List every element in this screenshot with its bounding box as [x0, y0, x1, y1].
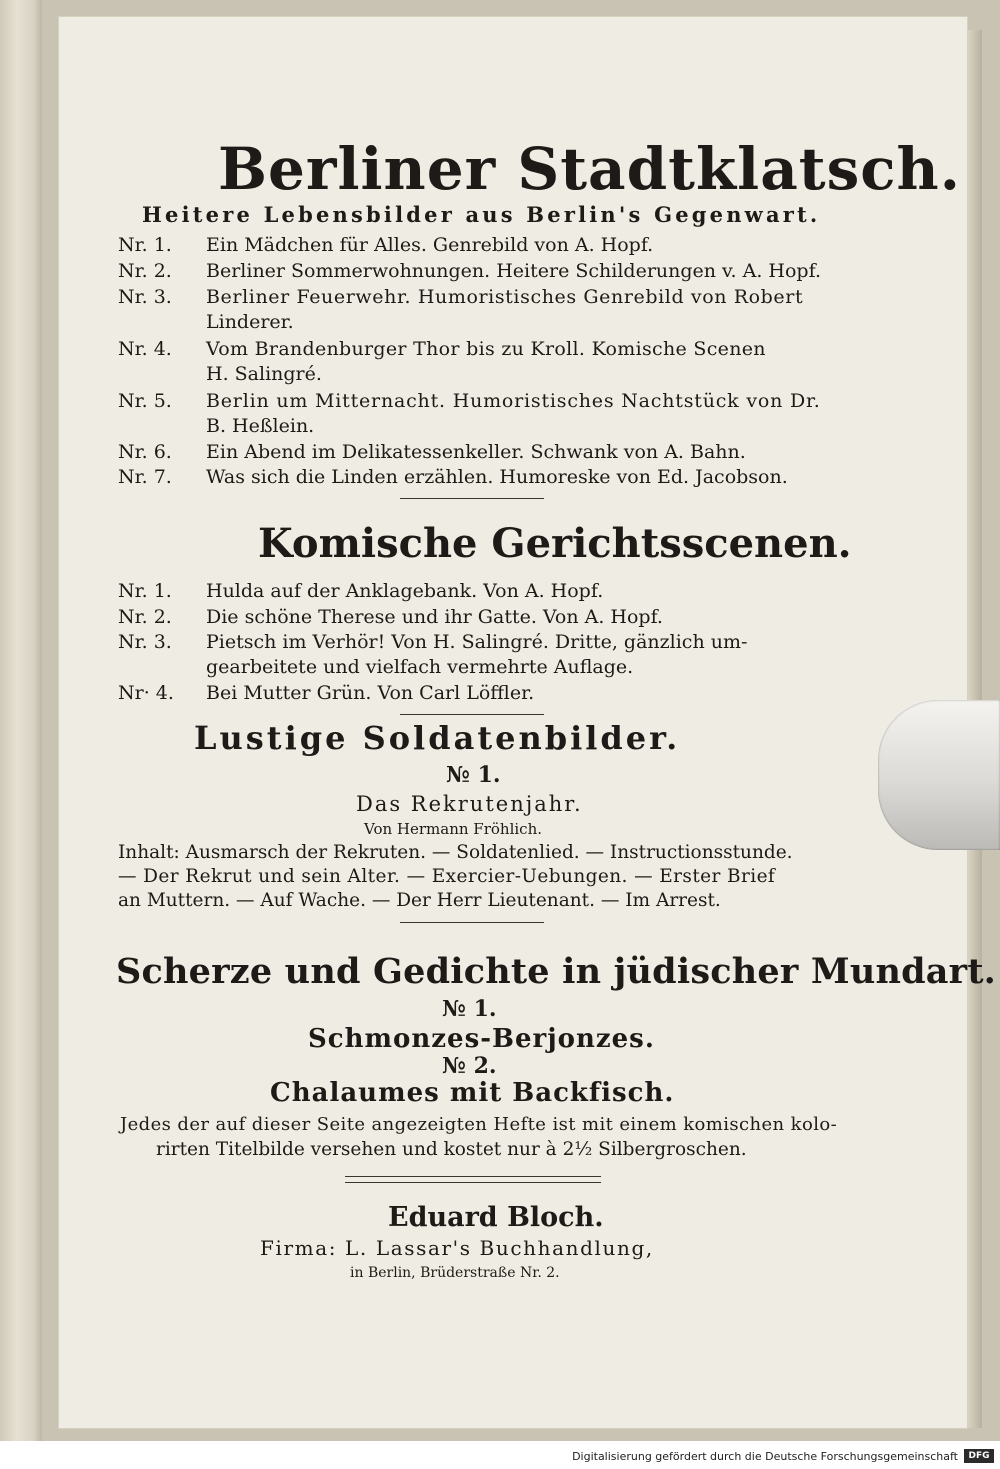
- dfg-logo-icon: DFG: [964, 1449, 994, 1463]
- contents-line: — Der Rekrut und sein Alter. — Exercier-Uebungen. — Erster Brief: [118, 866, 776, 887]
- divider: [400, 922, 544, 923]
- book-spine: [0, 0, 42, 1441]
- footer-credit: Digitalisierung gefördert durch die Deutsche Forschungsgemeinschaft: [572, 1450, 958, 1463]
- section4-work-1: Schmonzes-Berjonzes.: [308, 1024, 655, 1054]
- section4-number-2: № 2.: [442, 1053, 497, 1079]
- section4-title: Scherze und Gedichte in jüdischer Mundart.: [116, 951, 997, 992]
- publisher-firm: Firma: L. Lassar's Buchhandlung,: [260, 1236, 654, 1260]
- page-clip: [878, 700, 1000, 850]
- section4-work-2: Chalaumes mit Backfisch.: [270, 1078, 675, 1108]
- contents-line: an Muttern. — Auf Wache. — Der Herr Lieutenant. — Im Arrest.: [118, 890, 721, 911]
- footer-bar: [0, 1441, 1000, 1469]
- section1-subtitle: Heitere Lebensbilder aus Berlin's Gegenwart.: [142, 202, 821, 227]
- section3-work-title: Das Rekrutenjahr.: [356, 792, 583, 816]
- section3-number: № 1.: [446, 762, 501, 788]
- section3-title: Lustige Soldatenbilder.: [194, 719, 681, 757]
- section4-number-1: № 1.: [442, 996, 497, 1022]
- divider: [400, 498, 544, 499]
- publisher-name: Eduard Bloch.: [388, 1202, 604, 1233]
- publisher-address: in Berlin, Brüderstraße Nr. 2.: [350, 1265, 560, 1281]
- section1-title: Berliner Stadtklatsch.: [218, 135, 961, 203]
- contents-line: Inhalt: Ausmarsch der Rekruten. — Soldatenlied. — Instructionsstunde.: [118, 842, 793, 863]
- section2-title: Komische Gerichtsscenen.: [258, 520, 852, 567]
- section3-author: Von Hermann Fröhlich.: [364, 820, 542, 838]
- divider: [400, 714, 544, 715]
- price-note-line: rirten Titelbilde versehen und kostet nur à 2½ Silbergroschen.: [156, 1139, 747, 1160]
- price-note-line: Jedes der auf dieser Seite angezeigten Hefte ist mit einem komischen kolo-: [120, 1114, 838, 1135]
- printed-page: Berliner Stadtklatsch. Heitere Lebensbilder aus Berlin's Gegenwart. Nr. 1. Ein Mädchen für Alles. Genrebild von A. Hopf. Nr. 2. Berliner Sommerwohnungen. Heitere Schilderungen v. A. Hopf. Nr. 3. Berliner Feuerwehr. Humoristisches Genrebild von Robert Linderer. Nr. 4. Vom Brandenburger Thor bis zu Kroll. Komische Scenen H. Salingré. Nr. 5. Berlin um Mitternacht. Humoristisches Nachtstück von Dr. B. Heßlein. Nr. 6. Ein Abend im Delikatessenkeller. Schwank von A. Bahn. Nr. 7. Was sich die Linden erzählen. Humoreske von Ed. Jacobson. Komische Gerichtsscenen. Nr. 1. Hulda auf der Anklagebank. Von A. Hopf. Nr. 2. Die schöne Therese und ihr Gatte. Von A. Hopf. Nr. 3. Pietsch im Verhör! Von H. Salingré. Dritte, gänzlich um- gearbeitete und vielfach vermehrte Auflage. Nr· 4. Bei Mutter Grün. Von Carl Löffler. Lustige Soldatenbilder. № 1. Das Rekrutenjahr. Von Hermann Fröhlich. Inhalt: Ausmarsch der Rekruten. — Soldatenlied. — Instructionsstunde. — Der Rekrut und sein Alter. — Exercier-Uebungen. — Erster Brief an Muttern. — Auf Wache. — Der Herr Lieutenant. — Im Arrest. Scherze und Gedichte in jüdischer Mundart. № 1. Schmonzes-Berjonzes. № 2. Chalaumes mit Backfisch. Jedes der auf dieser Seite angezeigten Hefte ist mit einem komischen kolo- rirten Titelbilde versehen und kostet nur à 2½ Silbergroschen. Eduard Bloch. Firma: L. Lassar's Buchhandlung, in Berlin, Brüderstraße Nr. 2.: [58, 16, 968, 1429]
- double-divider: [345, 1176, 601, 1183]
